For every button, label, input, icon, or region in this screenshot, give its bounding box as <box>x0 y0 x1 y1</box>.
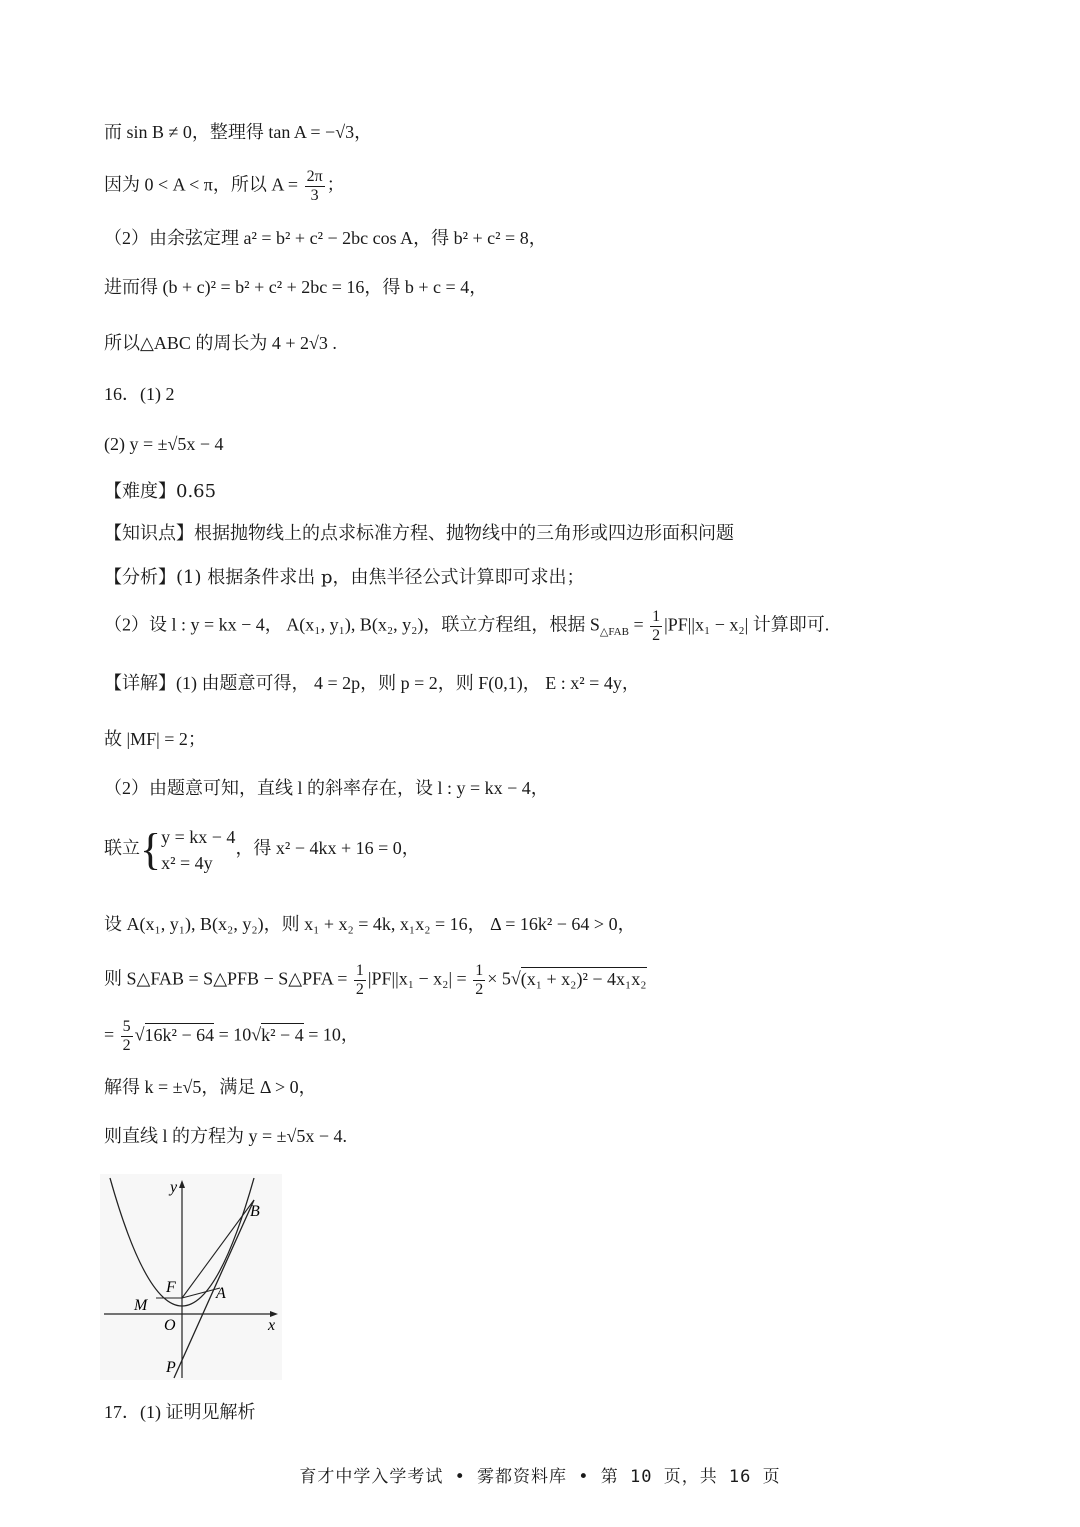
text-line: （2）由题意可知，直线 l 的斜率存在，设 l : y = kx − 4， <box>104 778 549 798</box>
equation-2: x² = 4y <box>161 853 213 873</box>
label-A: A <box>216 1285 226 1302</box>
area-formula-line: 则 S△FAB = S△PFB − S△PFA = $\frac{1}{2}$ |PF||x₁ − x₂| = $\frac{1}{2}$ × 5√(x₁ + x₂)² − 4x₁x₂ <box>104 962 647 998</box>
analysis-line: 【分析】(1) 根据条件求出 p，由焦半径公式计算即可求出； <box>104 567 585 588</box>
answer-number: 16．(1) 2 <box>104 384 175 404</box>
equation-system <box>161 824 235 876</box>
text-line: 所以△ABC 的周长为 4 + 2√3 . <box>104 333 337 353</box>
label-M: M <box>134 1297 148 1314</box>
fraction-denominator: 2 <box>475 981 484 998</box>
fraction <box>121 1018 133 1055</box>
text-segment: 则 S△FAB = S△PFB − S△PFA = <box>104 968 352 989</box>
text-segment: ； <box>326 174 345 195</box>
text-segment: = <box>628 614 649 635</box>
text-line: 则直线 l 的方程为 y = ±√5x − 4. <box>104 1126 348 1146</box>
fraction-denominator: 2 <box>355 981 364 998</box>
equation-system-line <box>104 824 420 876</box>
fraction-denominator: 2 <box>122 1037 131 1054</box>
text-line: 故 |MF| = 2； <box>104 729 206 749</box>
label-B: B <box>250 1203 260 1220</box>
label-y: y <box>170 1179 178 1196</box>
fraction-numerator: 1 <box>355 962 364 979</box>
detail-line: 【详解】(1) 由题意可得， 4 = 2p，则 p = 2，则 F(0,1)， E : x² = 4y， <box>104 673 640 693</box>
label-x: x <box>268 1317 276 1334</box>
page-footer: 育才中学入学考试 • 雾都资料库 • 第 10 页，共 16 页 <box>299 1467 781 1487</box>
text-line: 而 sin B ≠ 0，整理得 tan A = −√3， <box>104 122 373 142</box>
text-line <box>104 168 345 205</box>
fraction-denominator: 2 <box>652 627 661 644</box>
text-line: 设 A(x₁, y₁), B(x₂, y₂)，则 x₁ + x₂ = 4k, x₁x₂ = 16， Δ = 16k² − 64 > 0， <box>104 914 636 934</box>
text-segment: 因为 0 < A < π，所以 A = <box>104 174 303 195</box>
fraction <box>473 962 485 999</box>
text-segment: |PF||x₁ − x₂| 计算即可. <box>664 614 830 635</box>
fraction-numerator: 1 <box>475 962 484 979</box>
text-segment: ，得 x² − 4kx + 16 = 0， <box>235 838 420 859</box>
label-P: P <box>166 1359 176 1376</box>
left-brace: { <box>140 825 162 874</box>
equation-1: y = kx − 4 <box>161 827 236 847</box>
text-segment: |PF||x₁ − x₂| = <box>367 968 472 989</box>
subscript: △FAB <box>599 626 629 639</box>
label-F: F <box>166 1279 176 1296</box>
fraction <box>305 168 325 205</box>
text-line <box>104 608 829 645</box>
label-O: O <box>164 1317 176 1334</box>
answer-number: 17．(1) 证明见解析 <box>104 1402 256 1422</box>
text-segment: × 5 <box>487 968 511 989</box>
radicand: k² − 4 <box>261 1024 304 1045</box>
text-line: (2) y = ±√5x − 4 <box>104 434 224 454</box>
fraction-numerator: 5 <box>122 1018 131 1035</box>
text-line: 进而得 (b + c)² = b² + c² + 2bc = 16，得 b + c = 4， <box>104 277 488 297</box>
radicand: (x₁ + x₂)² − 4x₁x₂ <box>520 968 647 989</box>
fraction-numerator: 2π <box>306 168 323 185</box>
difficulty-line: 【难度】0.65 <box>104 481 217 502</box>
fraction <box>354 962 366 999</box>
text-segment: = <box>104 1024 119 1045</box>
radicand: 16k² − 64 <box>144 1024 215 1045</box>
fraction-denominator: 3 <box>310 187 319 204</box>
area-formula-line: = $\frac{5}{2}$ √16k² − 64 = 10√k² − 4 = 10， <box>104 1018 359 1054</box>
text-line: （2）由余弦定理 a² = b² + c² − 2bc cos A，得 b² + c² = 8， <box>104 228 547 248</box>
parabola-figure <box>100 1174 282 1380</box>
fraction <box>650 608 662 645</box>
text-segment: （2）设 l : y = kx − 4， A(x₁, y₁), B(x₂, y₂)，联立方程组，根据 S <box>104 614 600 635</box>
text-segment: = 10 <box>214 1024 252 1045</box>
text-line: 解得 k = ±√5，满足 Δ > 0， <box>104 1077 317 1097</box>
text-segment: 联立 <box>104 838 140 859</box>
text-segment: = 10， <box>303 1024 359 1045</box>
knowledge-line: 【知识点】根据抛物线上的点求标准方程、抛物线中的三角形或四边形面积问题 <box>104 523 734 544</box>
fraction-numerator: 1 <box>652 608 661 625</box>
